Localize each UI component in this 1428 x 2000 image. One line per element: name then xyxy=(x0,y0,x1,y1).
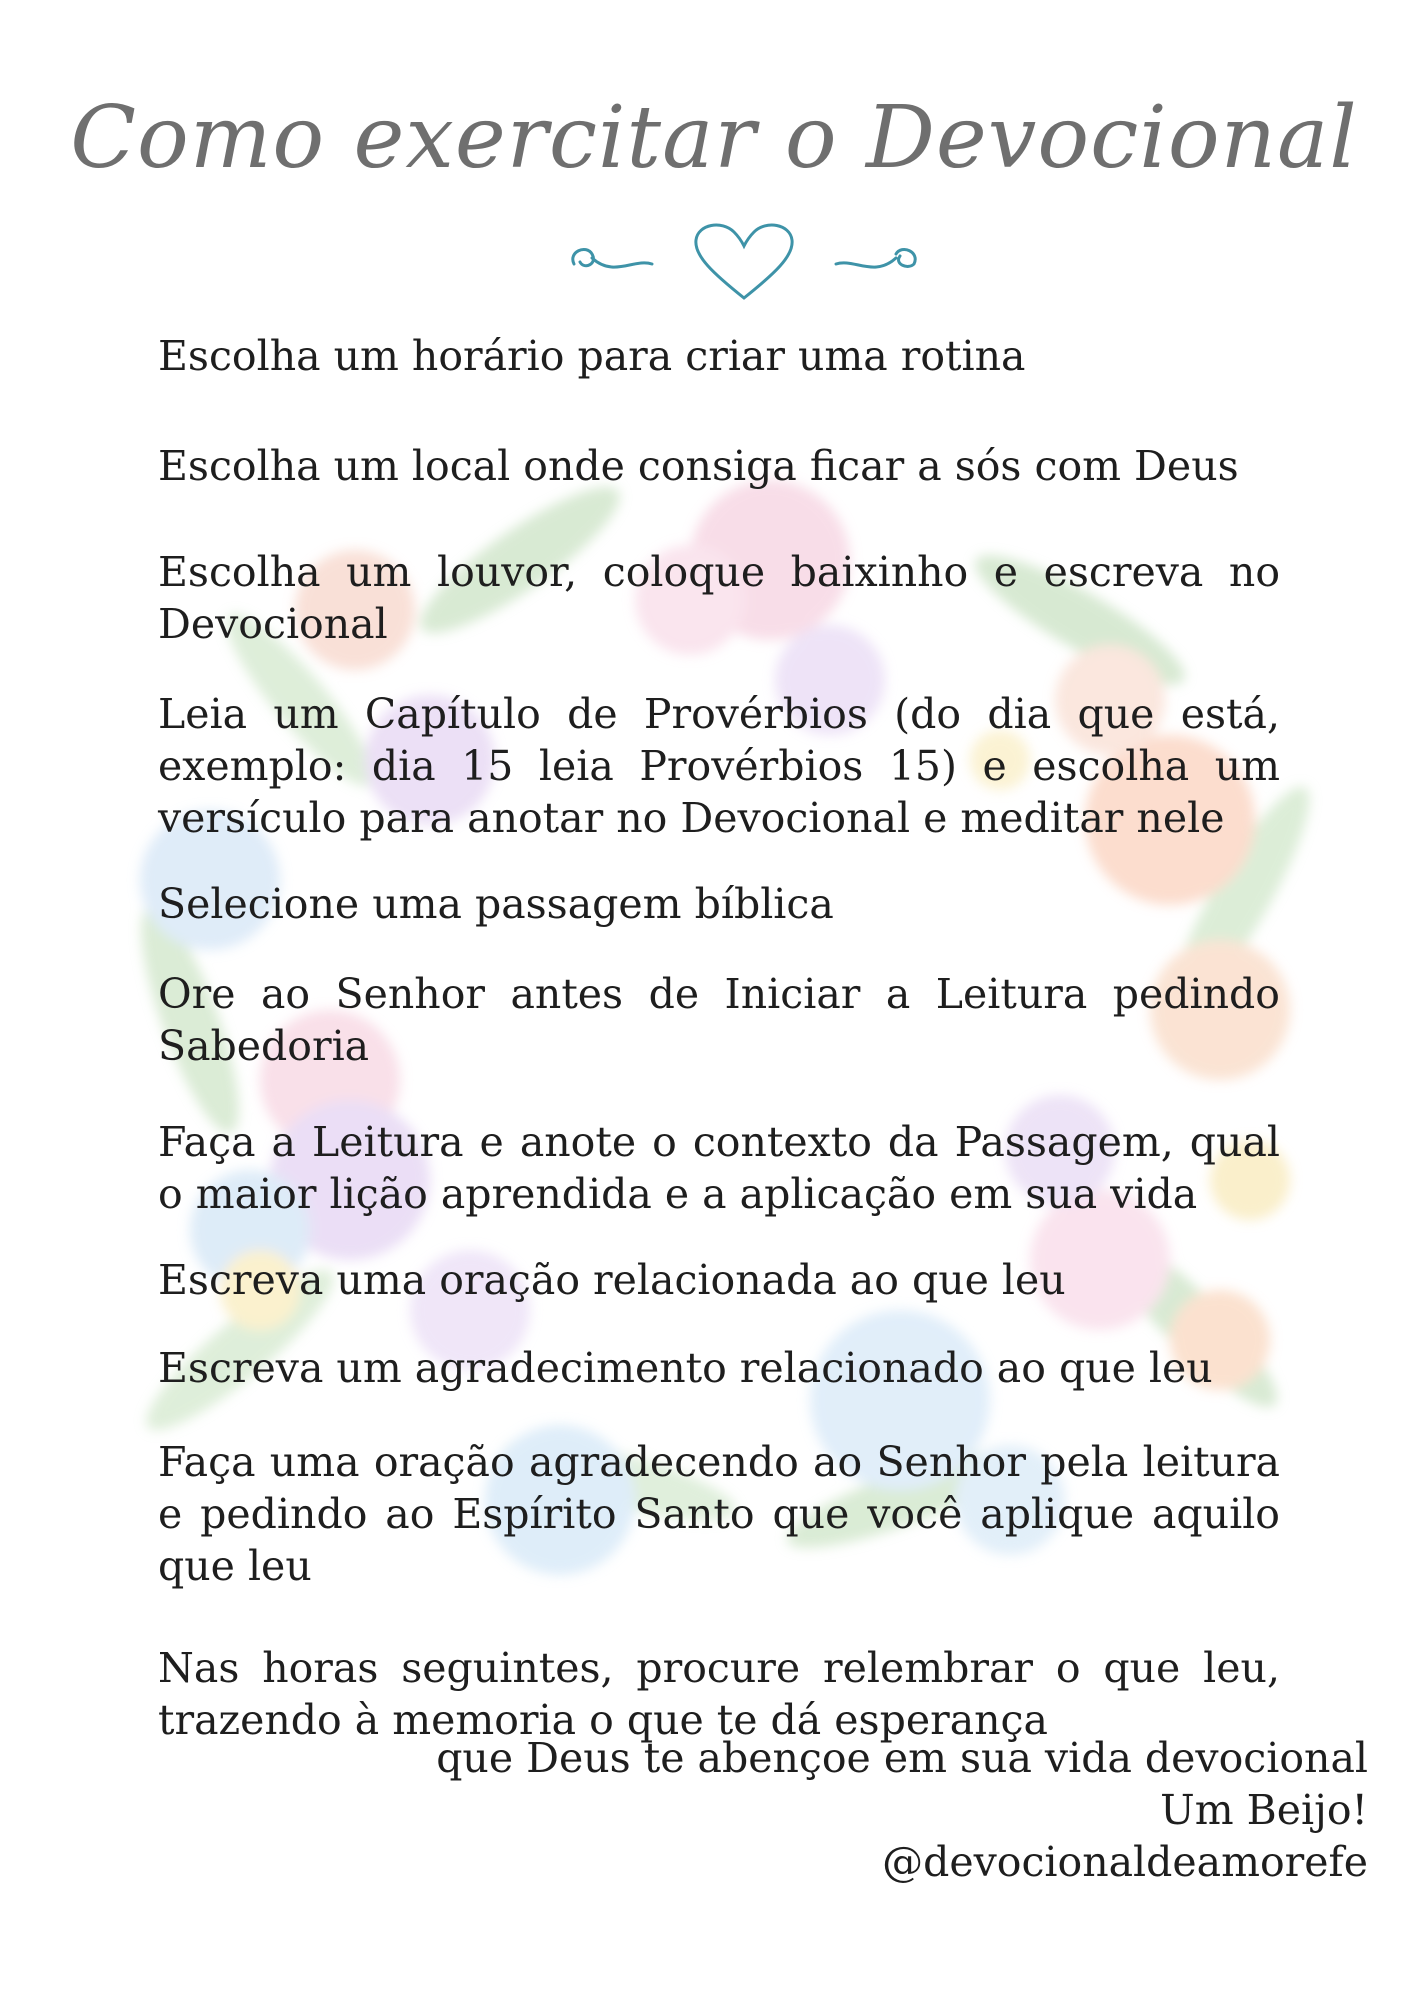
instagram-handle: @devocionaldeamorefe xyxy=(882,1838,1368,1886)
step-2: Escolha um local onde consiga ficar a sós com Deus xyxy=(158,442,1239,490)
heart-divider xyxy=(564,212,924,312)
step-1: Escolha um horário para criar uma rotina xyxy=(158,332,1026,380)
kiss-text: Um Beijo! xyxy=(1160,1786,1368,1834)
closing-signature xyxy=(268,1732,1368,1888)
step-8: Escreva uma oração relacionada ao que leu xyxy=(158,1256,1066,1304)
steps-list xyxy=(158,330,1280,1746)
left-swirl-icon xyxy=(573,249,652,267)
step-11: Nas horas seguintes, procure relembrar o que leu, trazendo à memoria o que te dá esperança xyxy=(158,1644,1280,1744)
step-9: Escreva um agradecimento relacionado ao que leu xyxy=(158,1344,1213,1392)
step-10: Faça uma oração agradecendo ao Senhor pela leitura e pedindo ao Espírito Santo que você aplique aquilo que leu xyxy=(158,1438,1280,1590)
step-4: Leia um Capítulo de Provérbios (do dia que está, exemplo: dia 15 leia Provérbios 15) e escolha um versículo para anotar no Devocional e meditar nele xyxy=(158,690,1280,842)
step-6: Ore ao Senhor antes de Iniciar a Leitura pedindo Sabedoria xyxy=(158,970,1280,1070)
heart-icon xyxy=(696,225,792,298)
blessing-text: que Deus te abençoe em sua vida devocional xyxy=(436,1734,1368,1782)
right-swirl-icon xyxy=(836,249,915,267)
step-5: Selecione uma passagem bíblica xyxy=(158,880,834,928)
page-title: Como exercitar o Devocional xyxy=(70,88,1358,188)
step-7: Faça a Leitura e anote o contexto da Passagem, qual o maior lição aprendida e a aplicação em sua vida xyxy=(158,1118,1280,1218)
step-3: Escolha um louvor, coloque baixinho e escreva no Devocional xyxy=(158,548,1280,648)
